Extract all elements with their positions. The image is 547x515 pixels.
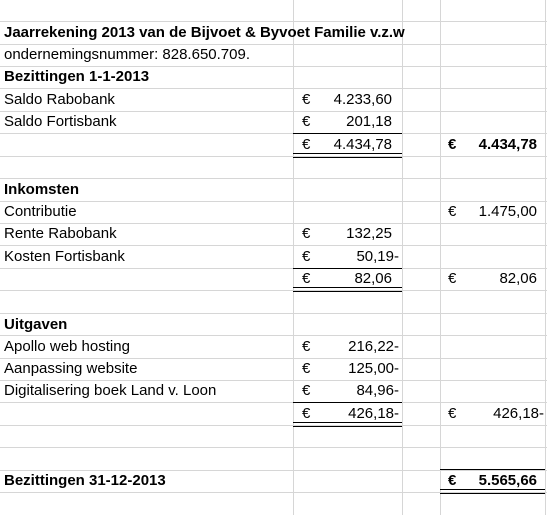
opening-heading: Bezittingen 1-1-2013 xyxy=(4,68,150,85)
euro-sign: € xyxy=(448,136,457,153)
grid-row-line xyxy=(0,156,547,157)
income-row-amount: 50,19- xyxy=(356,248,399,265)
euro-sign: € xyxy=(448,405,457,422)
grid-column-line xyxy=(293,0,294,515)
double-underline xyxy=(293,287,402,292)
expenses-subtotal: 426,18- xyxy=(348,405,399,422)
opening-row-label: Saldo Fortisbank xyxy=(4,113,117,130)
expenses-total: 426,18- xyxy=(493,405,544,422)
double-underline xyxy=(440,489,545,494)
grid-column-line xyxy=(545,0,546,515)
expense-row-amount: 84,96- xyxy=(356,382,399,399)
closing-heading: Bezittingen 31-12-2013 xyxy=(4,472,166,489)
income-total: 82,06 xyxy=(499,270,537,287)
expenses-heading: Uitgaven xyxy=(4,316,68,333)
grid-row-line xyxy=(0,447,547,448)
income-row-label: Kosten Fortisbank xyxy=(4,248,125,265)
expense-row-label: Aanpassing website xyxy=(4,360,138,377)
expense-row-amount: 216,22- xyxy=(348,338,399,355)
expense-row-amount: 125,00- xyxy=(348,360,399,377)
double-underline xyxy=(293,422,402,427)
income-heading: Inkomsten xyxy=(4,181,80,198)
grid-row-line xyxy=(0,178,547,179)
euro-sign: € xyxy=(302,136,311,153)
double-underline xyxy=(293,153,402,158)
expense-row-label: Digitalisering boek Land v. Loon xyxy=(4,382,217,399)
euro-sign: € xyxy=(448,203,457,220)
grid-row-line xyxy=(0,313,547,314)
euro-sign: € xyxy=(302,248,311,265)
euro-sign: € xyxy=(302,382,311,399)
opening-row-amount: 201,18 xyxy=(346,113,392,130)
euro-sign: € xyxy=(302,113,311,130)
company-number: ondernemingsnummer: 828.650.709. xyxy=(4,46,250,63)
grid-column-line xyxy=(440,0,441,515)
income-row-amount: 132,25 xyxy=(346,225,392,242)
euro-sign: € xyxy=(302,338,311,355)
income-subtotal: 82,06 xyxy=(354,270,392,287)
income-contribution-amount: 1.475,00 xyxy=(478,203,537,220)
grid-column-line xyxy=(402,0,403,515)
grid-row-line xyxy=(0,425,547,426)
euro-sign: € xyxy=(302,91,311,108)
opening-row-amount: 4.233,60 xyxy=(333,91,392,108)
opening-row-label: Saldo Rabobank xyxy=(4,91,115,108)
grid-row-line xyxy=(0,290,547,291)
euro-sign: € xyxy=(302,405,311,422)
opening-subtotal: 4.434,78 xyxy=(333,136,392,153)
euro-sign: € xyxy=(302,270,311,287)
income-contribution-label: Contributie xyxy=(4,203,77,220)
euro-sign: € xyxy=(302,225,311,242)
opening-total: 4.434,78 xyxy=(478,136,537,153)
expense-row-label: Apollo web hosting xyxy=(4,338,130,355)
closing-total: 5.565,66 xyxy=(478,472,537,489)
euro-sign: € xyxy=(448,270,457,287)
report-title: Jaarrekening 2013 van de Bijvoet & Byvoet Familie v.z.w xyxy=(4,24,405,41)
euro-sign: € xyxy=(448,472,457,489)
income-row-label: Rente Rabobank xyxy=(4,225,117,242)
euro-sign: € xyxy=(302,360,311,377)
